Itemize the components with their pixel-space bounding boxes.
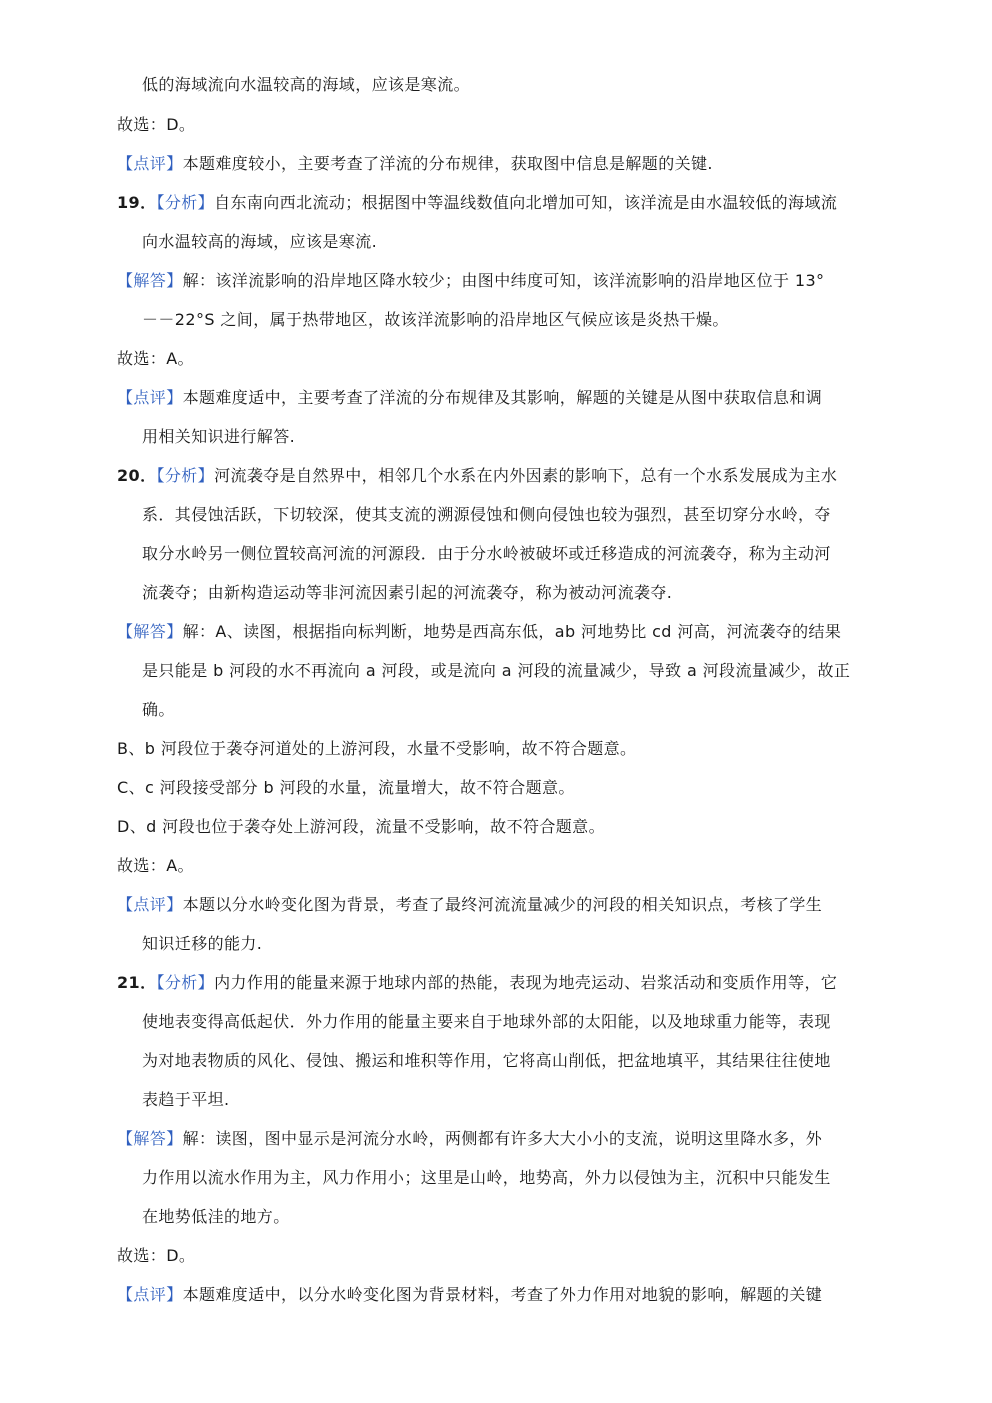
text-line xyxy=(117,349,194,369)
line-text: 低的海域流向水温较高的海域，应该是寒流。 xyxy=(142,75,471,94)
line-text: 解：读图，图中显示是河流分水岭，两侧都有许多大大小小的支流，说明这里降水多，外 xyxy=(182,1129,823,1148)
text-line xyxy=(117,622,841,642)
section-tag: 【点评】 xyxy=(117,388,183,407)
text-line xyxy=(117,778,575,798)
line-text: 故选：A。 xyxy=(117,856,194,875)
text-line xyxy=(117,817,605,837)
text-line xyxy=(117,1246,195,1266)
line-text: 是只能是 b 河段的水不再流向 a 河段，或是流向 a 河段的流量减少，导致 a 河段流量减少，故正 xyxy=(142,661,851,680)
text-line xyxy=(117,739,636,759)
line-text: 取分水岭另一侧位置较高河流的河源段．由于分水岭被破坏或迁移造成的河流袭夺，称为主动河 xyxy=(142,544,831,563)
text-line xyxy=(117,193,837,213)
text-line xyxy=(117,466,837,486)
line-text: 知识迁移的能力. xyxy=(142,934,263,953)
text-line xyxy=(142,700,175,720)
question-number: 21． xyxy=(117,973,157,992)
line-text: 故选：A。 xyxy=(117,349,194,368)
line-text: 流袭夺；由新构造运动等非河流因素引起的河流袭夺，称为被动河流袭夺. xyxy=(142,583,673,602)
text-line xyxy=(117,115,195,135)
section-tag: 【解答】 xyxy=(117,1129,183,1148)
line-text: 向水温较高的海域，应该是寒流. xyxy=(142,232,378,251)
text-line xyxy=(142,1012,831,1032)
line-text: 本题以分水岭变化图为背景，考查了最终河流流量减少的河段的相关知识点，考核了学生 xyxy=(182,895,823,914)
text-line xyxy=(142,505,831,525)
line-text: 使地表变得高低起伏．外力作用的能量主要来自于地球外部的太阳能，以及地球重力能等，表现 xyxy=(142,1012,831,1031)
line-text: D、d 河段也位于袭夺处上游河段，流量不受影响，故不符合题意。 xyxy=(117,817,605,836)
line-text: 故选：D。 xyxy=(117,115,196,134)
line-text: 系．其侵蚀活跃，下切较深，使其支流的溯源侵蚀和侧向侵蚀也较为强烈，甚至切穿分水岭，夺 xyxy=(142,505,831,524)
section-tag: 【解答】 xyxy=(117,271,183,290)
line-text: C、c 河段接受部分 b 河段的水量，流量增大，故不符合题意。 xyxy=(117,778,575,797)
text-line xyxy=(142,1207,290,1227)
line-text: 解：A、读图，根据指向标判断，地势是西高东低，ab 河地势比 cd 河高，河流袭夺的结果 xyxy=(182,622,842,641)
section-tag: 【点评】 xyxy=(117,895,183,914)
text-line xyxy=(142,427,295,447)
section-tag: 【分析】 xyxy=(156,973,215,992)
text-line xyxy=(142,544,831,564)
text-line xyxy=(142,232,377,252)
text-line xyxy=(117,1285,822,1305)
line-text: 内力作用的能量来源于地球内部的热能，表现为地壳运动、岩浆活动和变质作用等，它 xyxy=(214,973,838,992)
question-number: 20． xyxy=(117,466,157,485)
section-tag: 【点评】 xyxy=(117,1285,183,1304)
line-text: 本题难度适中，以分水岭变化图为背景材料，考查了外力作用对地貌的影响，解题的关键 xyxy=(182,1285,823,1304)
line-text: 在地势低洼的地方。 xyxy=(142,1207,290,1226)
text-line xyxy=(142,310,729,330)
section-tag: 【分析】 xyxy=(156,466,215,485)
text-line xyxy=(117,1129,822,1149)
section-tag: 【点评】 xyxy=(117,154,183,173)
section-tag: 【分析】 xyxy=(156,193,215,212)
text-line xyxy=(117,856,194,876)
line-text: 用相关知识进行解答. xyxy=(142,427,296,446)
line-text: 本题难度较小，主要考查了洋流的分布规律，获取图中信息是解题的关键. xyxy=(182,154,713,173)
text-line xyxy=(142,1090,230,1110)
line-text: 表趋于平坦. xyxy=(142,1090,230,1109)
line-text: －－22°S 之间，属于热带地区，故该洋流影响的沿岸地区气候应该是炎热干燥。 xyxy=(142,310,729,329)
line-text: 力作用以流水作用为主，风力作用小；这里是山岭，地势高，外力以侵蚀为主，沉积中只能发生 xyxy=(142,1168,831,1187)
text-line xyxy=(142,75,470,95)
text-line xyxy=(142,661,850,681)
line-text: 本题难度适中，主要考查了洋流的分布规律及其影响，解题的关键是从图中获取信息和调 xyxy=(182,388,823,407)
line-text: 自东南向西北流动；根据图中等温线数值向北增加可知，该洋流是由水温较低的海域流 xyxy=(214,193,838,212)
text-line xyxy=(117,271,824,291)
text-line xyxy=(142,934,262,954)
line-text: 确。 xyxy=(142,700,175,719)
line-text: 解：该洋流影响的沿岸地区降水较少；由图中纬度可知，该洋流影响的沿岸地区位于 13° xyxy=(182,271,825,290)
line-text: 为对地表物质的风化、侵蚀、搬运和堆积等作用，它将高山削低，把盆地填平，其结果往往使地 xyxy=(142,1051,831,1070)
text-line xyxy=(117,973,837,993)
text-line xyxy=(117,388,822,408)
question-number: 19． xyxy=(117,193,157,212)
section-tag: 【解答】 xyxy=(117,622,183,641)
text-line xyxy=(142,583,672,603)
text-line xyxy=(142,1051,831,1071)
line-text: B、b 河段位于袭夺河道处的上游河段，水量不受影响，故不符合题意。 xyxy=(117,739,637,758)
line-text: 故选：D。 xyxy=(117,1246,196,1265)
text-line xyxy=(142,1168,831,1188)
line-text: 河流袭夺是自然界中，相邻几个水系在内外因素的影响下，总有一个水系发展成为主水 xyxy=(214,466,838,485)
text-line xyxy=(117,895,822,915)
text-line xyxy=(117,154,713,174)
